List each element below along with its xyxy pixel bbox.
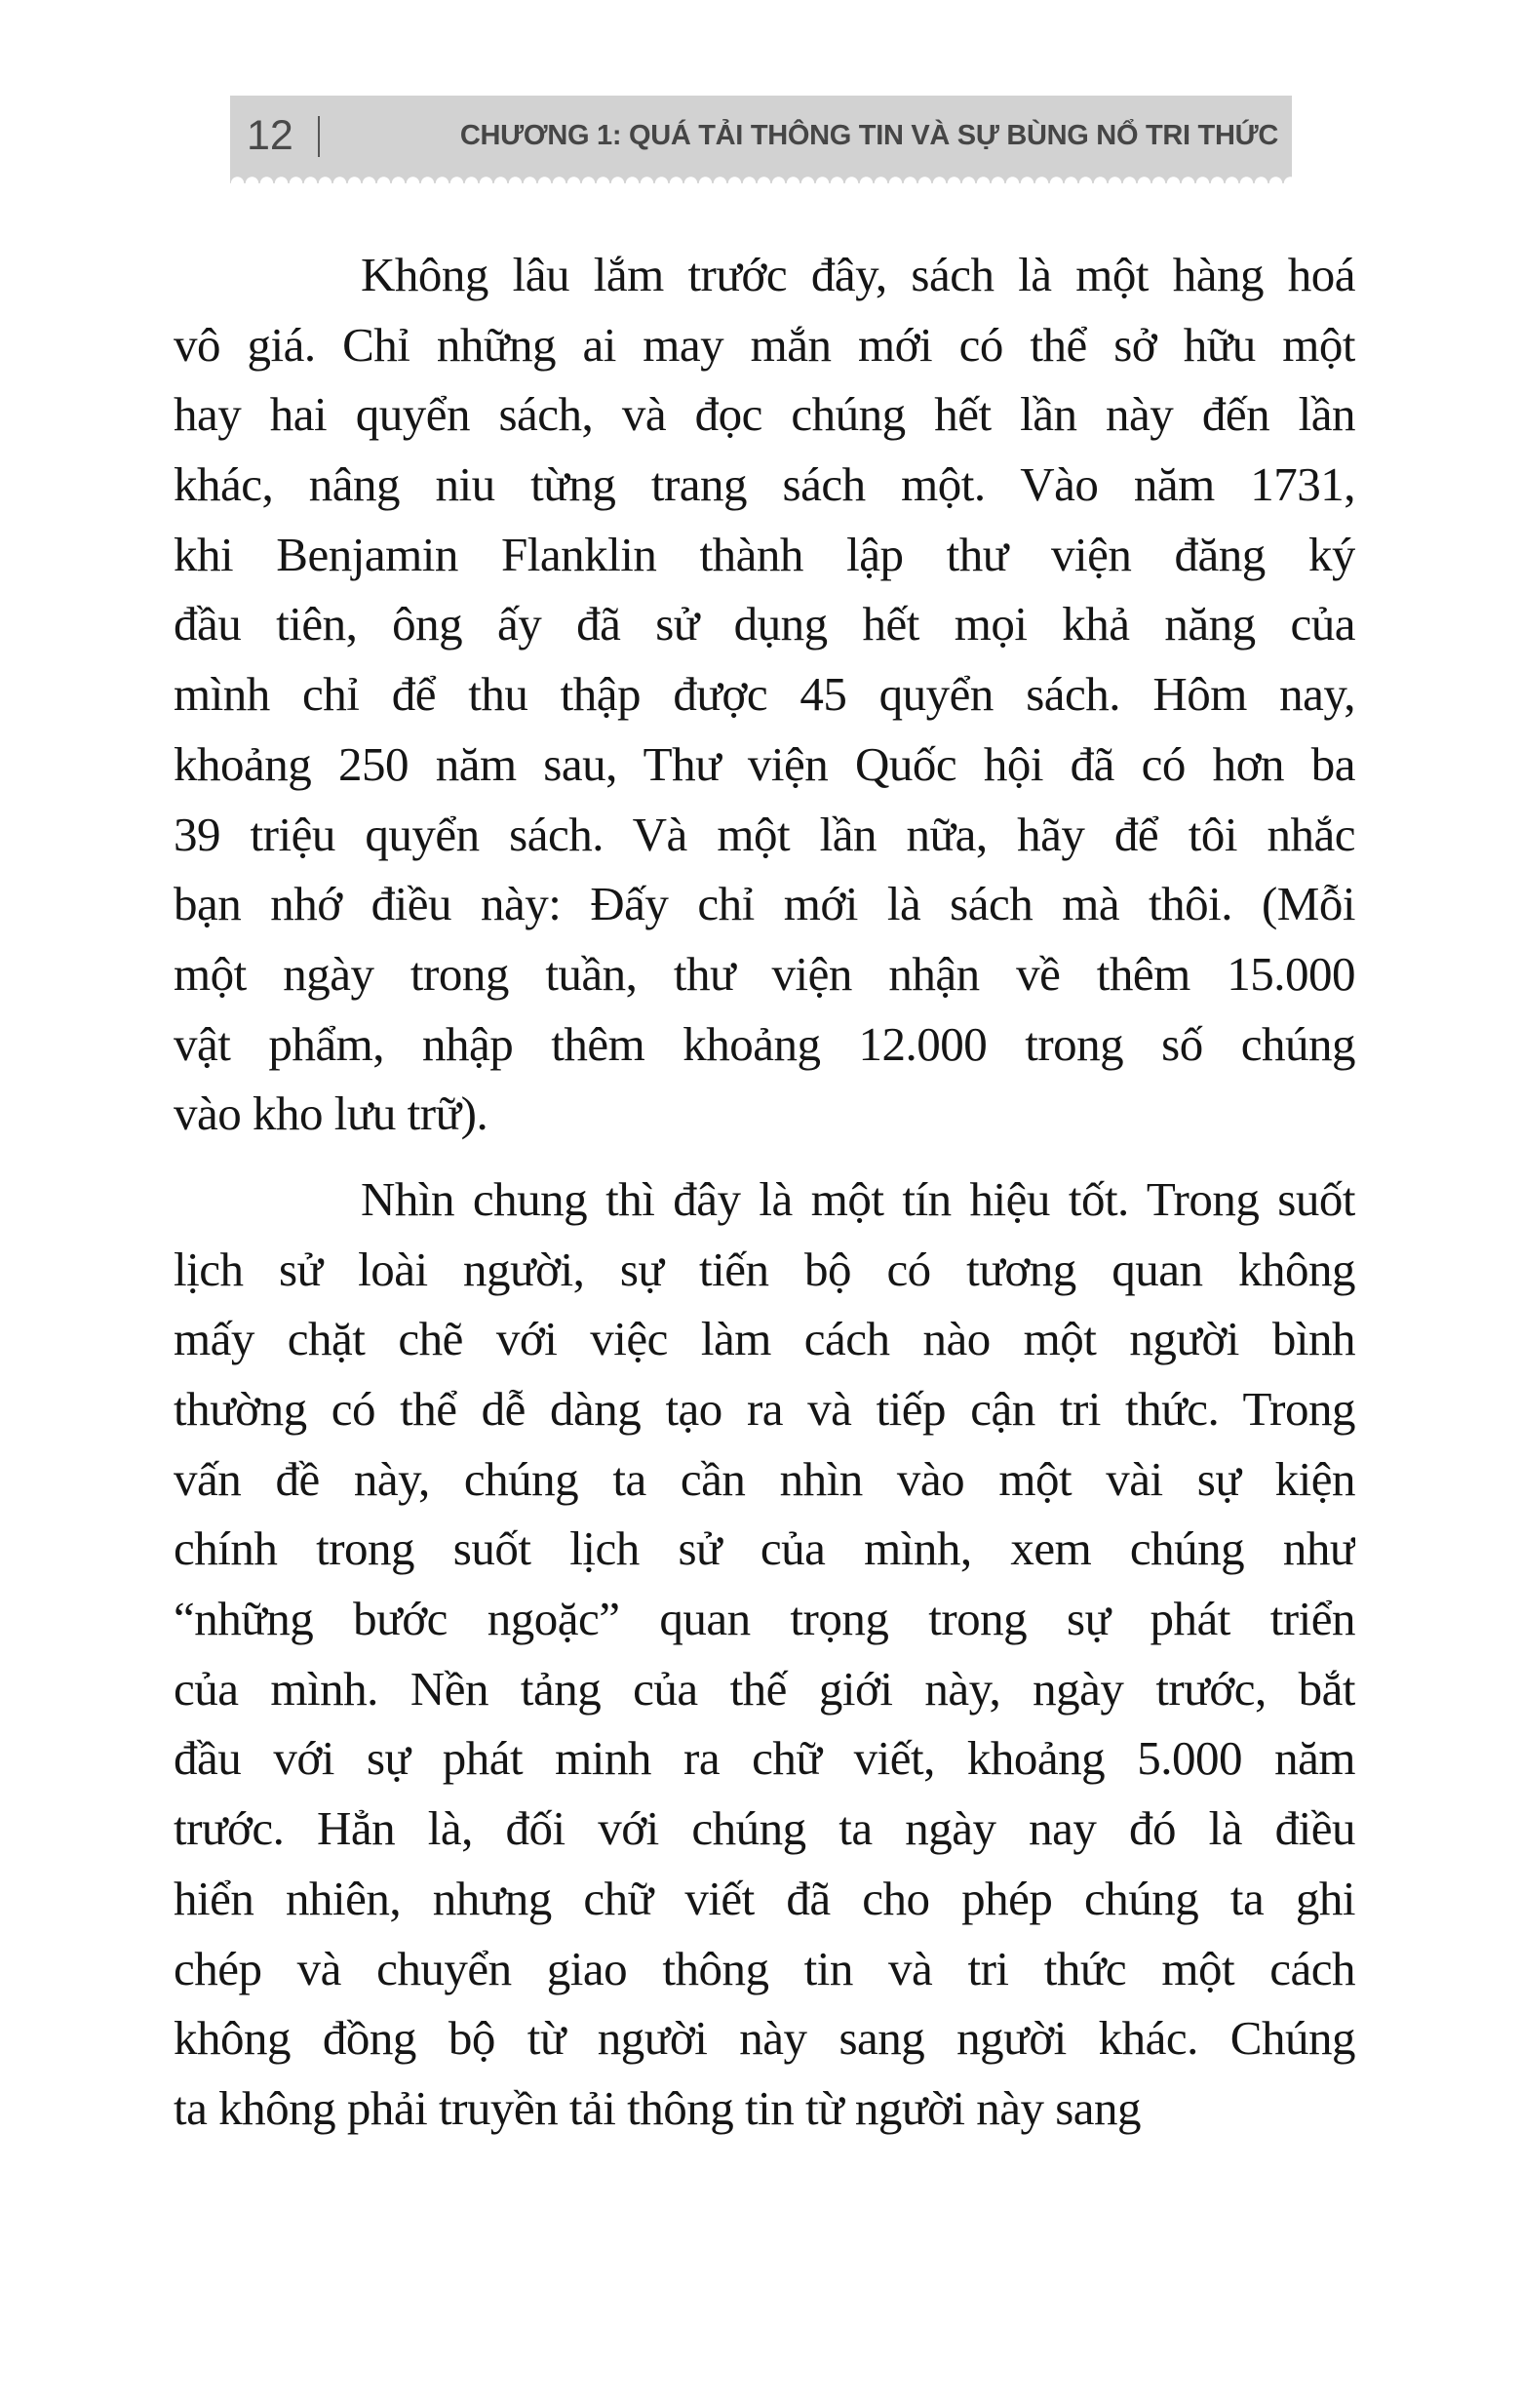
text-content	[174, 240, 1355, 2144]
chapter-title: CHƯƠNG 1: QUÁ TẢI THÔNG TIN VÀ SỰ BÙNG NỔ TRI THỨC	[459, 120, 1278, 151]
text-line: mình chỉ để thu thập được 45 quyển sách. Hôm nay,	[174, 667, 1355, 722]
text-line: khi Benjamin Flanklin thành lập thư viện đăng ký	[174, 527, 1355, 581]
text-line: đầu tiên, ông ấy đã sử dụng hết mọi khả năng của	[174, 597, 1355, 651]
page-number: 12	[247, 112, 293, 159]
text-line: “những bước ngoặc” quan trọng trong sự phát triển	[174, 1592, 1355, 1646]
text-line: chép và chuyển giao thông tin và tri thức một cách	[174, 1941, 1355, 1995]
text-line: ta không phải truyền tải thông tin từ người này sang	[174, 2080, 1142, 2135]
text-line: vấn đề này, chúng ta cần nhìn vào một vài sự kiện	[174, 1451, 1355, 1506]
text-line: vô giá. Chỉ những ai may mắn mới có thể sở hữu một	[174, 317, 1355, 372]
text-line: bạn nhớ điều này: Đấy chỉ mới là sách mà thôi. (Mỗi	[174, 877, 1355, 931]
text-line: chính trong suốt lịch sử của mình, xem chúng như	[174, 1521, 1355, 1576]
text-line: thường có thể dễ dàng tạo ra và tiếp cận tri thức. Trong	[174, 1382, 1355, 1436]
text-line: hay hai quyển sách, và đọc chúng hết lần này đến lần	[174, 387, 1355, 442]
text-line: một ngày trong tuần, thư viện nhận về thêm 15.000	[174, 946, 1355, 1001]
chapter-header-bar	[230, 96, 1292, 177]
text-line: vật phẩm, nhập thêm khoảng 12.000 trong số chúng	[174, 1016, 1355, 1071]
text-line: Nhìn chung thì đây là một tín hiệu tốt. Trong suốt	[361, 1171, 1355, 1226]
text-line: Không lâu lắm trước đây, sách là một hàng hoá	[361, 248, 1355, 301]
text-line: 39 triệu quyển sách. Và một lần nữa, hãy để tôi nhắc	[174, 807, 1355, 861]
text-line: của mình. Nền tảng của thế giới này, ngày trước, bắt	[174, 1661, 1355, 1716]
text-line: lịch sử loài người, sự tiến bộ có tương quan không	[174, 1242, 1355, 1296]
text-line: đầu với sự phát minh ra chữ viết, khoảng 5.000 năm	[174, 1731, 1355, 1786]
paragraph	[174, 1165, 1355, 2144]
header-divider	[318, 116, 320, 157]
text-line: khác, nâng niu từng trang sách một. Vào năm 1731,	[174, 457, 1355, 512]
text-line: không đồng bộ từ người này sang người khác. Chúng	[174, 2011, 1355, 2066]
text-line: hiển nhiên, nhưng chữ viết đã cho phép chúng ta ghi	[174, 1871, 1355, 1925]
text-line: trước. Hẳn là, đối với chúng ta ngày nay đó là điều	[174, 1801, 1355, 1856]
text-line: vào kho lưu trữ).	[174, 1086, 488, 1141]
text-line: mấy chặt chẽ với việc làm cách nào một người bình	[174, 1312, 1355, 1366]
paragraph	[174, 240, 1355, 1149]
text-line: khoảng 250 năm sau, Thư viện Quốc hội đã có hơn ba	[174, 736, 1355, 791]
